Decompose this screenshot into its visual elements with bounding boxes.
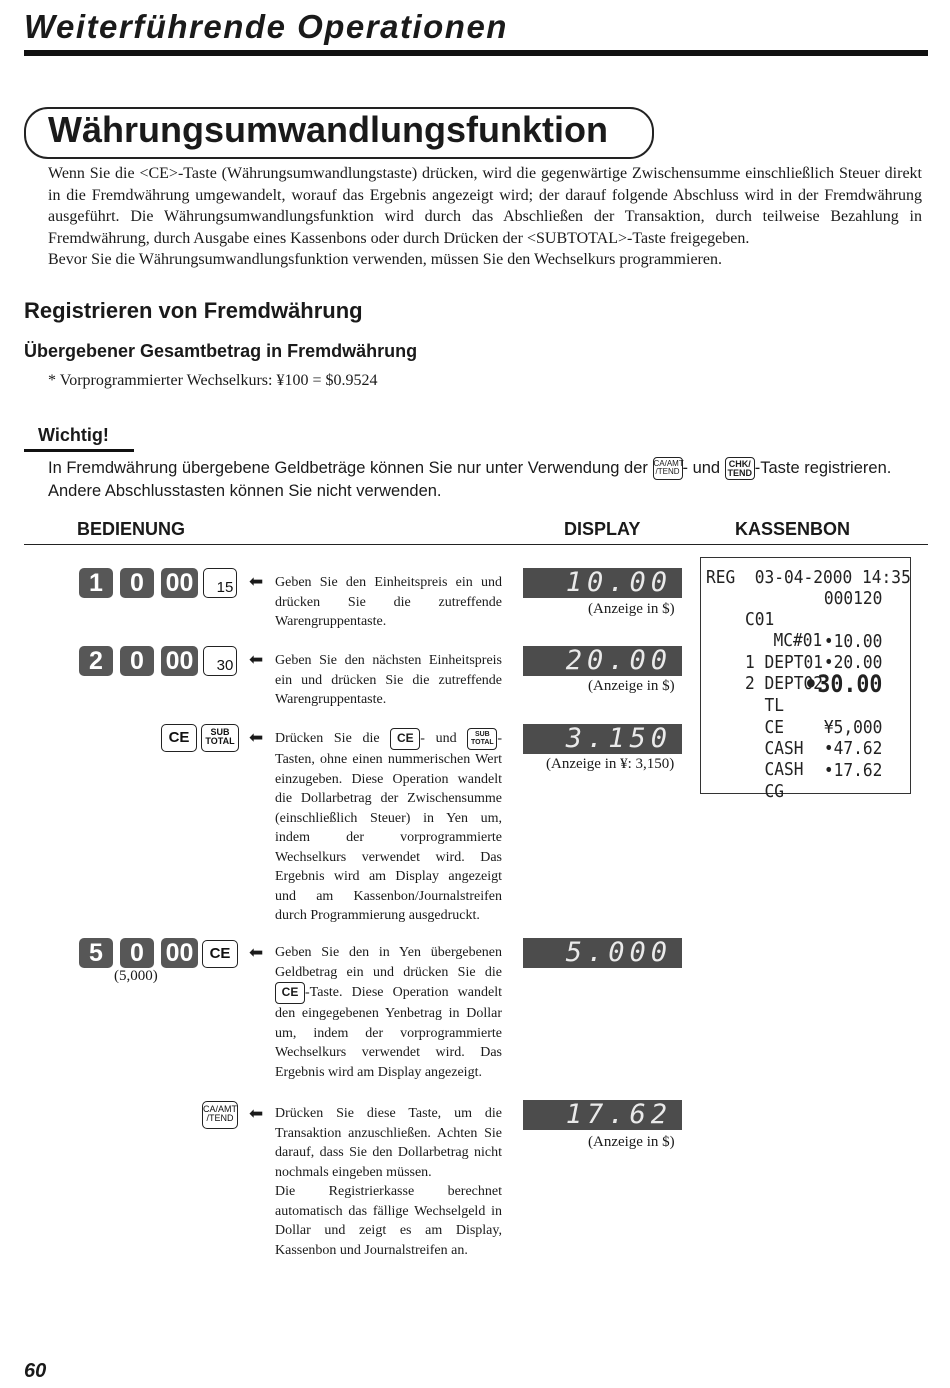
header-rule (24, 50, 928, 56)
important-rule (24, 449, 134, 452)
arrow-left-icon: ⬅ (249, 728, 264, 748)
receipt-clerk: C01 (745, 609, 775, 630)
step-5-display: 17.62 (523, 1100, 682, 1130)
arrow-left-icon: ⬅ (249, 1104, 264, 1124)
receipt-line-label: CE (745, 717, 785, 738)
intro-paragraph-2: Bevor Sie die Währungsumwandlungsfunktion verwenden, müssen Sie den Wechselkurs programmieren. (48, 251, 722, 268)
receipt-line-label: TL (745, 695, 785, 716)
ce-key-inline: CE (390, 728, 420, 750)
step-2-display-caption: (Anzeige in $) (588, 678, 675, 694)
arrow-left-icon: ⬅ (249, 650, 264, 670)
key-label-bottom: /TEND (655, 467, 680, 477)
column-display: DISPLAY (564, 519, 641, 539)
receipt-number: 000120 (823, 588, 883, 609)
intro-paragraph-1: Wenn Sie die <CE>-Taste (Währungsumwandlungstaste) drücken, wird die gegenwärtige Zwischensumme einschließlich Steuer direkt in die Fremdwährung umgewandelt, worauf das Ergebnis angezeigt wird; der darauf folgende Abschluss wird in der Fremdwährung ausgeführt. Die Währungsumwandlungsfunktion wird durch das Abschließen der Transaktion, durch teilweise Bezahlung in Fremdwährung, durch Ausgabe eines Kassenbons oder durch Drücken der <SUBTOTAL>-Taste freigegeben. (48, 165, 922, 247)
receipt-line (706, 670, 883, 716)
receipt-header-line-2 (706, 588, 883, 651)
key-label-bottom: /TEND (206, 1113, 234, 1123)
step-5-text-2: Die Registrierkasse berechnet automatisch das fällige Wechselgeld in Dollar und zeigt es am Display, Kassenbon und Journalstreifen an. (275, 1184, 502, 1258)
step-2-instruction: Geben Sie den nächsten Einheitspreis ein und drücken Sie die zutreffende Warengruppentaste. (275, 653, 502, 707)
important-text-before: In Fremdwährung übergebene Geldbeträge können Sie nur unter Verwendung der (48, 459, 648, 477)
subtotal-key (201, 724, 239, 752)
chk-tend-key (725, 457, 755, 480)
ce-key: CE (161, 724, 197, 752)
receipt-line-label: CG (745, 781, 785, 802)
receipt (700, 557, 911, 802)
digit-key: 5 (79, 938, 113, 968)
step-4-text-pre: Geben Sie den in Yen übergebenen Geldbetrag ein und drücken Sie die (275, 945, 502, 980)
important-text-middle: - und (682, 459, 721, 477)
receipt-line-value: ¥5,000 (823, 717, 883, 738)
ce-key: CE (202, 940, 238, 968)
department-key: 30 (203, 646, 237, 676)
column-receipt: KASSENBON (735, 519, 851, 539)
step-4-instruction (275, 943, 502, 1082)
step-3-instruction (275, 728, 502, 926)
double-zero-key: 00 (161, 938, 198, 968)
double-zero-key: 00 (161, 646, 198, 676)
column-rule (24, 544, 928, 545)
amount-note: (5,000) (114, 968, 158, 984)
step-4-text-post: -Taste. Diese Operation wandelt den eingegebenen Yenbetrag in Dollar um, indem der vorprogrammierte Wechselkurs verwendet wird. Das Ergebnis wird am Display angezeigt. (275, 985, 502, 1080)
receipt-line-value: •47.62 (823, 738, 883, 759)
step-3-text-pre: Drücken Sie die (275, 731, 380, 747)
key-label-top: SUB (474, 731, 490, 738)
section-heading: Registrieren von Fremdwährung (24, 298, 363, 323)
key-label-top: CA/AMT (653, 459, 684, 469)
key-label-top: SUB (210, 727, 230, 737)
step-2-display: 20.00 (523, 646, 682, 676)
section-subheading: Übergebener Gesamtbetrag in Fremdwährung (24, 341, 418, 361)
step-1-instruction: Geben Sie den Einheitspreis ein und drücken Sie die zutreffende Warengruppentaste. (275, 575, 502, 629)
step-1-display: 10.00 (523, 568, 682, 598)
receipt-line (706, 760, 883, 802)
step-3-text-post: -Tasten, ohne einen nummerischen Wert einzugeben. Diese Operation wandelt die Dollarbetrag der Zwischensumme (einschließlich Steuer) in Yen um, indem der vorprogrammierte Wechselkurs verwendet wird. Das Ergebnis wird am Display angezeigt und am Kassenbon/Journalstreifen durch Programmierung ausgedruckt. (275, 731, 503, 923)
subtotal-key-inline (467, 728, 497, 750)
step-1-display-caption: (Anzeige in $) (588, 601, 675, 617)
receipt-header-line: REG 03-04-2000 14:35 (706, 567, 911, 588)
step-5-instruction (275, 1104, 502, 1260)
receipt-line-label: CASH (745, 738, 804, 759)
section-header: Weiterführende Operationen (24, 8, 508, 45)
receipt-line-label: 1 DEPT01 (745, 652, 824, 673)
double-zero-key: 00 (161, 568, 198, 598)
digit-key: 2 (79, 646, 113, 676)
digit-key: 0 (120, 646, 154, 676)
column-operation: BEDIENUNG (77, 519, 186, 539)
receipt-line-label: CASH (745, 759, 804, 780)
arrow-left-icon: ⬅ (249, 572, 264, 592)
arrow-left-icon: ⬅ (249, 943, 264, 963)
ca-amt-tend-key (653, 457, 683, 480)
digit-key: 1 (79, 568, 113, 598)
key-label-top: CA/AMT (203, 1104, 238, 1114)
receipt-line-value: •17.62 (823, 760, 883, 781)
page-number: 60 (24, 1360, 47, 1382)
ce-key-inline: CE (275, 982, 305, 1004)
ca-amt-tend-key (202, 1101, 238, 1129)
step-3-display-caption: (Anzeige in ¥: 3,150) (546, 756, 675, 772)
important-label: Wichtig! (38, 425, 109, 445)
key-label-bottom: TOTAL (471, 739, 494, 746)
key-label-top: CHK/ (728, 459, 751, 470)
receipt-line-value: •10.00 (823, 631, 883, 652)
step-3-display: 3.150 (523, 724, 682, 754)
step-4-display: 5.000 (523, 938, 682, 968)
step-3-text-mid: - und (420, 731, 457, 747)
digit-key: 0 (120, 568, 154, 598)
step-5-text-1: Drücken Sie diese Taste, um die Transaktion anzuschließen. Achten Sie darauf, dass Sie den Dollarbetrag nicht nochmals eingeben müssen. (275, 1106, 502, 1180)
intro-text (48, 163, 922, 271)
digit-key: 0 (120, 938, 154, 968)
important-text-after: -Taste registrieren. Andere Abschlusstasten können Sie nicht verwenden. (48, 459, 892, 501)
page-title: Währungsumwandlungsfunktion (48, 109, 608, 150)
receipt-line-value: •20.00 (823, 652, 883, 673)
step-5-display-caption: (Anzeige in $) (588, 1134, 675, 1150)
receipt-machine: MC#01 (773, 630, 823, 651)
department-key: 15 (203, 568, 237, 598)
exchange-rate-note: * Vorprogrammierter Wechselkurs: ¥100 = $0.9524 (48, 372, 378, 389)
receipt-total-value: •30.00 (804, 670, 883, 698)
key-label-bottom: TOTAL (205, 736, 235, 746)
receipt-line-label: 2 DEPT02 (745, 673, 824, 694)
key-label-bottom: TEND (727, 468, 752, 479)
important-text (48, 457, 928, 503)
